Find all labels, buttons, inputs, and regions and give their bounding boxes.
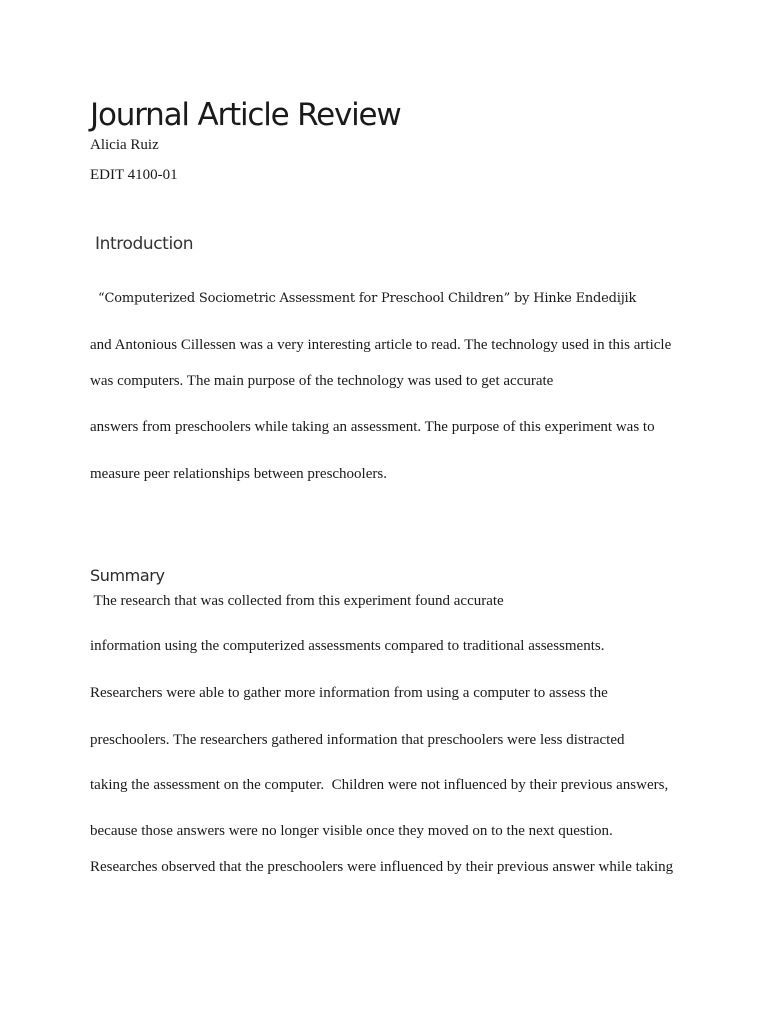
intro-line: measure peer relationships between preschoolers. <box>90 466 387 482</box>
document-title: Journal Article Review <box>90 97 401 133</box>
intro-line: “Computerized Sociometric Assessment for Preschool Children” by Hinke Endedijik <box>98 291 637 306</box>
summary-line: taking the assessment on the computer. Children were not influenced by their previous answers, <box>90 777 669 793</box>
summary-line: because those answers were no longer visible once they moved on to the next question. <box>90 823 613 839</box>
intro-line: answers from preschoolers while taking an assessment. The purpose of this experiment was to <box>90 419 655 435</box>
summary-line: The research that was collected from this experiment found accurate <box>90 593 504 609</box>
author-name: Alicia Ruiz <box>90 137 159 153</box>
summary-line: preschoolers. The researchers gathered information that preschoolers were less distracted <box>90 732 625 748</box>
summary-line: Researchers were able to gather more information from using a computer to assess the <box>90 685 608 701</box>
summary-heading: Summary <box>90 566 165 585</box>
intro-line: was computers. The main purpose of the technology was used to get accurate <box>90 373 554 389</box>
summary-line: Researches observed that the preschoolers were influenced by their previous answer while taking <box>90 859 674 875</box>
intro-line: and Antonious Cillessen was a very interesting article to read. The technology used in this article <box>90 337 672 353</box>
introduction-heading: Introduction <box>95 234 194 254</box>
course-code: EDIT 4100-01 <box>90 167 178 183</box>
summary-line: information using the computerized assessments compared to traditional assessments. <box>90 638 605 654</box>
